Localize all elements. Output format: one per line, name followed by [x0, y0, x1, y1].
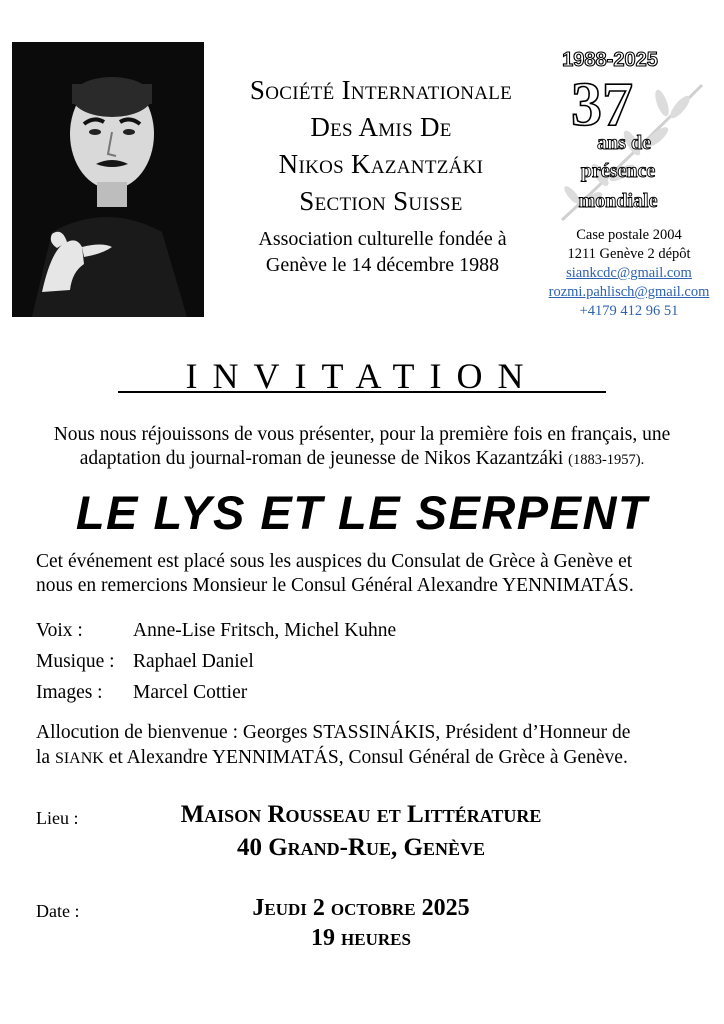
venue-label: Lieu : [36, 808, 79, 828]
invitation-heading: INVITATION [185, 356, 539, 396]
credit-label-images: Images : [36, 682, 103, 703]
contact-postal-address: 1211 Genève 2 dépôt [567, 246, 691, 262]
anniversary-line-1: ans de [597, 132, 651, 154]
invitation-underline [118, 391, 606, 393]
org-name-line-3: Nikos Kazantzáki [278, 149, 484, 179]
auspices-line-2: nous en remercions Monsieur le Consul Général Alexandre YENNIMATÁS. [36, 575, 634, 596]
intro-paragraph [24, 423, 700, 472]
welcome-line-2-start: la [36, 747, 51, 768]
author-portrait-photo [12, 42, 204, 317]
credit-label-music: Musique : [36, 651, 115, 672]
organization-name [206, 72, 556, 220]
association-description [230, 226, 535, 278]
email-link-1[interactable]: siankcdc@gmail.com [566, 265, 692, 281]
intro-line-2: adaptation du journal-roman de jeunesse de Nikos Kazantzáki [79, 448, 564, 469]
show-title: LE LYS ET LE SERPENT [75, 486, 649, 539]
intro-line-1: Nous nous réjouissons de vous présenter, pour la première fois en français, une [53, 424, 671, 445]
auspices-paragraph [36, 550, 696, 598]
org-name-line-4: Section Suisse [299, 186, 463, 216]
anniversary-line-2: présence [580, 160, 656, 182]
org-name-line-2: Des Amis De [310, 112, 452, 142]
author-life-dates: (1883-1957). [568, 452, 645, 468]
date-block [96, 893, 626, 953]
welcome-line-2-end: et Alexandre YENNIMATÁS, Consul Général de Grèce à Genève. [108, 747, 628, 768]
anniversary-years: 1988-2025 [562, 49, 658, 71]
welcome-line-1: Allocution de bienvenue : Georges STASSINÁKIS, Président d’Honneur de [36, 722, 631, 743]
welcome-abbreviation: SIANK [54, 750, 104, 767]
contact-phone: +4179 412 96 51 [579, 303, 679, 319]
anniversary-number: 37 [571, 71, 633, 139]
venue-name: Maison Rousseau et Littérature [180, 801, 542, 828]
contact-block [540, 226, 718, 321]
credit-value-voices: Anne-Lise Fritsch, Michel Kuhne [133, 620, 397, 641]
association-line-1: Association culturelle fondée à [258, 228, 507, 250]
contact-postbox: Case postale 2004 [576, 227, 682, 243]
welcome-speech-paragraph [36, 720, 702, 771]
credit-label-voices: Voix : [36, 620, 83, 641]
venue-address: 40 Grand-Rue, Genève [236, 834, 486, 861]
event-time: 19 heures [311, 925, 411, 951]
anniversary-badge [552, 45, 712, 225]
date-label: Date : [36, 901, 80, 921]
org-name-line-1: Société Internationale [249, 75, 513, 105]
email-link-2[interactable]: rozmi.pahlisch@gmail.com [548, 284, 710, 300]
auspices-line-1: Cet événement est placé sous les auspices du Consulat de Grèce à Genève et [36, 551, 633, 572]
association-line-2: Genève le 14 décembre 1988 [265, 254, 500, 276]
credit-value-images: Marcel Cottier [133, 682, 248, 703]
anniversary-line-3: mondiale [578, 190, 658, 212]
venue-block [96, 798, 626, 864]
event-date: Jeudi 2 octobre 2025 [252, 895, 470, 921]
credit-value-music: Raphael Daniel [133, 651, 254, 672]
